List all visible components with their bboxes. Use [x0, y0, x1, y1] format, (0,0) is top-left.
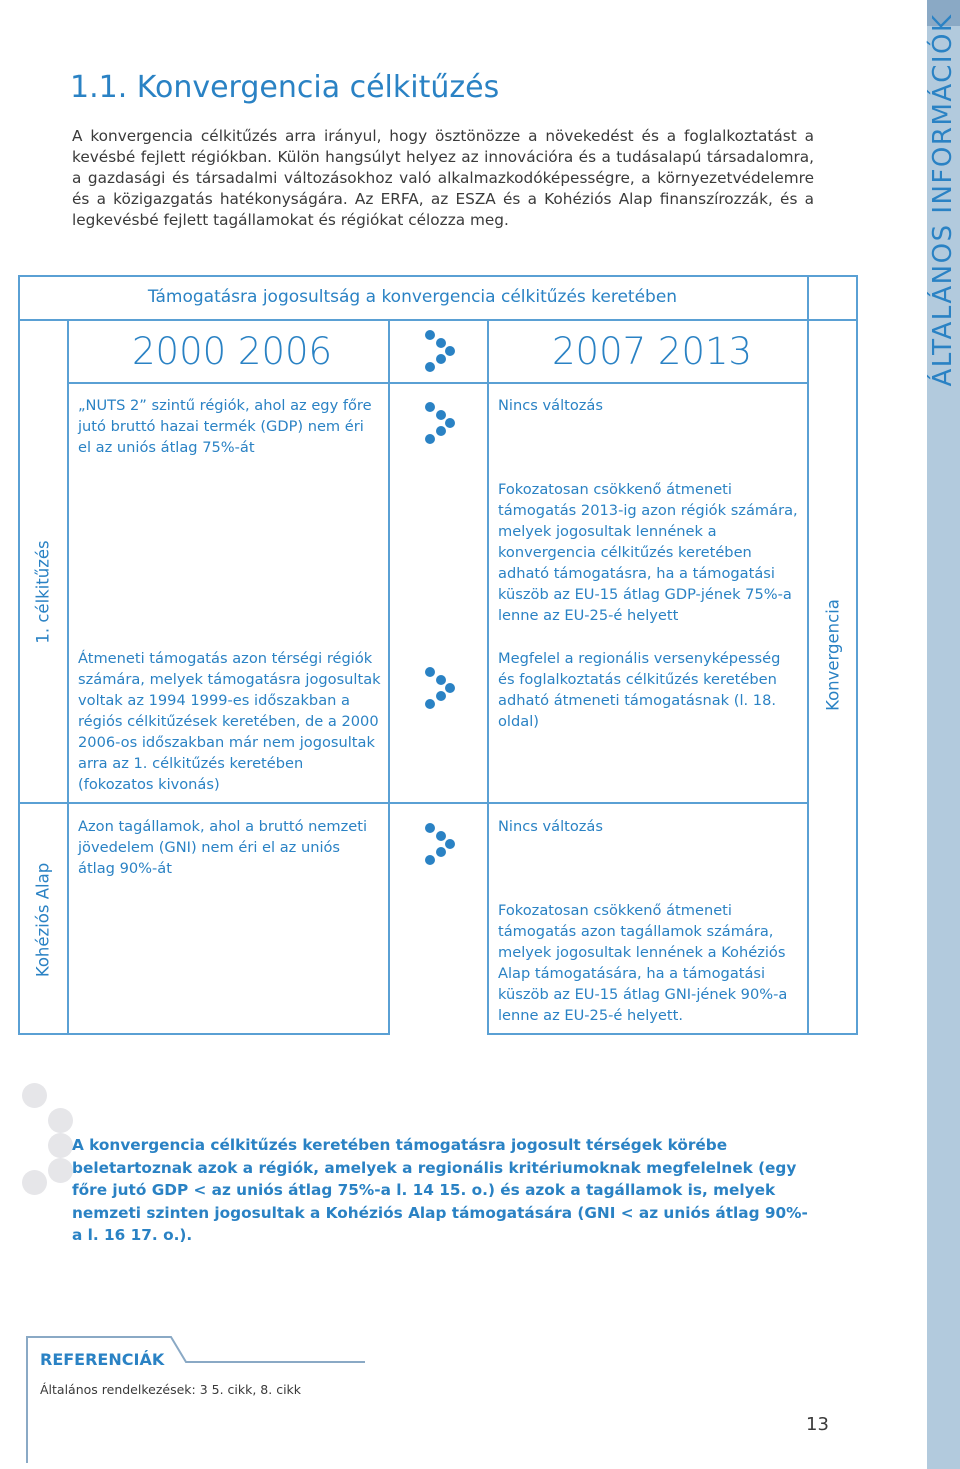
period-old: 2000 2006	[132, 330, 333, 373]
sidebar-label: ÁLTALÁNOS INFORMÁCIÓK	[928, 13, 958, 387]
row-divider	[18, 802, 809, 804]
arrow-dots-icon	[423, 667, 453, 707]
cell-r1-old: „NUTS 2” szintű régiók, ahol az egy főre jutó bruttó hazai termék (GDP) nem éri el az uniós átlag 75%-át	[78, 397, 372, 456]
cell-r4-new: Nincs változás	[498, 818, 603, 835]
references-title: REFERENCIÁK	[40, 1350, 165, 1369]
row-label-objective-1: 1. célkitűzés	[33, 540, 53, 644]
row-label-cohesion-fund: Kohéziós Alap	[33, 862, 53, 978]
arrow-dots-icon	[423, 330, 453, 370]
cell-r5-new: Fokozatosan csökkenő átmeneti támogatás azon tagállamok számára, melyek jogosultak lennének a Kohéziós Alap támogatására, ha a támogatási küszöb az EU-15 átlag GNI-jének 90%-a lenne az EU-25-é helyett.	[498, 902, 788, 1024]
period-new: 2007 2013	[552, 330, 753, 373]
cell-r2-new: Fokozatosan csökkenő átmeneti támogatás 2013-ig azon régiók számára, melyek jogosultak lennének a konvergencia célkitűzés keretében adható támogatásra, ha a támogatási küszöb az EU-15 átlag GDP-jének 75%-a lenne az EU-25-é helyett	[498, 481, 798, 624]
intro-paragraph	[72, 126, 814, 231]
summary-text: A konvergencia célkitűzés keretében támogatásra jogosult térségek körébe beletartoznak azok a régiók, amelyek a regionális kritériumoknak megfelelnek (egy főre jutó GDP < az uniós átlag 75%-a l. 14 15. o.) és azok a tagállamok is, melyek nemzeti szinten jogosultak a Kohéziós Alap támogatására (GNI < az uniós átlag 90%-a l. 16 17. o.).	[72, 1136, 808, 1244]
table-title: Támogatásra jogosultság a konvergencia célkitűzés keretében	[147, 287, 678, 307]
references-text: Általános rendelkezések: 3 5. cikk, 8. cikk	[40, 1382, 302, 1397]
arrow-dots-icon	[423, 823, 453, 863]
column-label-convergence: Konvergencia	[823, 599, 843, 711]
cell-r3-new: Megfelel a regionális versenyképesség és foglalkoztatás célkitűzés keretében adható átmeneti támogatásnak (l. 18. oldal)	[498, 650, 781, 730]
arrow-dots-icon	[423, 402, 453, 442]
section-heading: 1.1. Konvergencia célkitűzés	[70, 70, 500, 105]
cell-r1-new: Nincs változás	[498, 397, 603, 414]
cell-r3-old: Átmeneti támogatás azon térségi régiók számára, melyek támogatásra jogosultak voltak az 1994 1999-es időszakban a régiós célkitűzések keretében, de a 2000 2006-os időszakban már nem jogosultak arra az 1. célkitűzés keretében (fokozatos kivonás)	[78, 650, 381, 793]
intro-text: A konvergencia célkitűzés arra irányul, hogy ösztönözze a növekedést és a foglalkoztatást a kevésbé fejlett régiókban. Külön hangsúlyt helyez az innovációra és a tudásalapú társadalomra, a gazdasági és társadalmi változásokhoz való alkalmazkodóképességre, a környezetvédelemre és a közigazgatás hatékonyságára. Az ERFA, az ESZA és a Kohéziós Alap finanszírozzák, és a legkevésbé fejlett tagállamokat és régiókat célozza meg.	[72, 127, 814, 229]
cell-r4-old: Azon tagállamok, ahol a bruttó nemzeti jövedelem (GNI) nem éri el az uniós átlag 90%-át	[78, 818, 368, 877]
page-number: 13	[806, 1414, 829, 1435]
